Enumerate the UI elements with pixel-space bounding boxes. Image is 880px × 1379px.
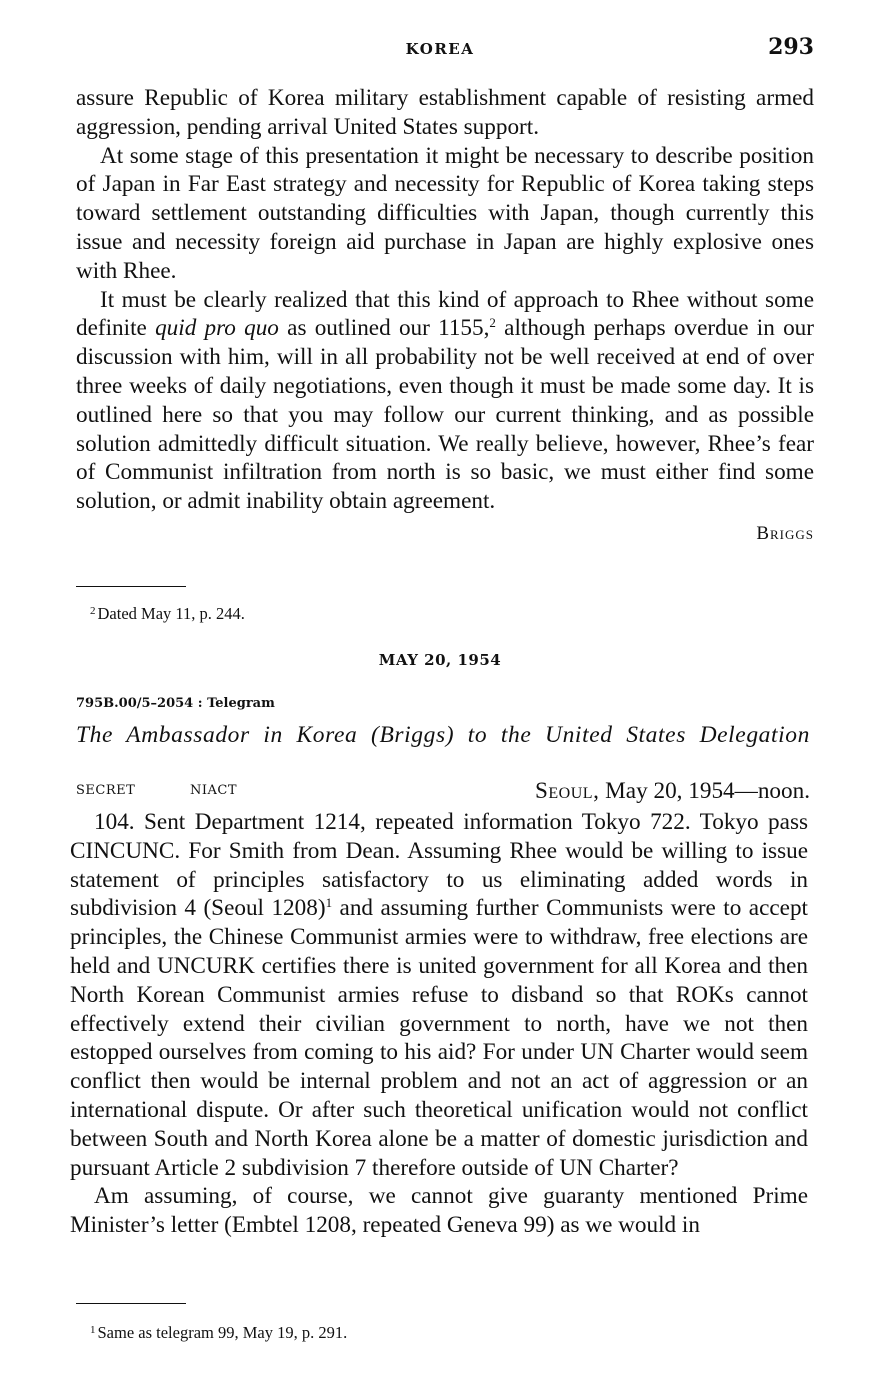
- text-run: as outlined our 1155,: [278, 315, 490, 342]
- running-title: KOREA: [405, 40, 475, 58]
- footnote-number: 1: [90, 1324, 96, 1336]
- footnote-marker: 2: [489, 315, 496, 331]
- text-run: although perhaps overdue in our discussion with him, will in all probability not be well received at end of over three weeks of daily negotiations, even though it must be made some day. It is outlined here so that you may follow our current thinking, and as possible solution admittedly difficult situation. We really believe, however, Rhee’s fear of Communist infiltration from north is so basic, we must either find some solution, or admit inability obtain agreement.: [76, 315, 814, 515]
- paragraph: [76, 286, 814, 516]
- title-name: Briggs: [379, 722, 446, 748]
- paragraph: assure Republic of Korea military establishment capable of resisting armed aggression, pending arrival United States support.: [76, 85, 814, 140]
- footnote: [90, 1323, 347, 1343]
- precedence-label: NIACT: [190, 783, 238, 798]
- text-run: 104. Sent Department 1214, repeated information Tokyo 722. Tokyo pass CINCUNC. For Smith from Dean. Assuming Rhee would be willing to issue statement of principles satisfactory to us eliminating added words in subdivision 4 (Seoul 1208): [70, 809, 808, 922]
- text-run: and assuming further Communists were to accept principles, the Chinese Communist armies were to withdraw, free elections are held and UNCURK certifies there is united government for all Korea and then North Korean Communist armies refuse to disband so that ROKs cannot effectively extend their civilian government to north, have we not then estopped ourselves from coming to his aid? For under UN Charter would seem conflict then would be internal problem and not an act of aggression or an international dispute. Or after such theoretical unification would not conflict between South and North Korea alone be a matter of domestic jurisdiction and pursuant Article 2 subdivision 7 therefore outside of UN Charter?: [70, 895, 808, 1181]
- paragraph: At some stage of this presentation it might be necessary to describe position of Japan in Far East strategy and necessity for Republic of Korea taking steps toward settlement outstanding difficulties with Japan, though currently this issue and necessity foreign aid purchase in Japan are highly explosive ones with Rhee.: [76, 142, 814, 284]
- classification-line: [76, 778, 810, 808]
- footnote-number: 2: [90, 605, 96, 617]
- date-heading: MAY 20, 1954: [378, 651, 502, 669]
- dateline: [535, 778, 810, 805]
- footnote-divider: [76, 586, 186, 587]
- title-text: ) to the United States Delegation: [445, 722, 810, 748]
- dateline-place: Seoul,: [535, 778, 600, 804]
- footnote-marker: 1: [325, 895, 333, 911]
- paragraph: [70, 808, 808, 1182]
- classification-label: SECRET: [76, 783, 136, 798]
- running-head: [0, 34, 880, 64]
- dateline-date: May 20, 1954—noon.: [599, 778, 810, 804]
- footnote-divider: [76, 1303, 186, 1304]
- footnote-text: Dated May 11, p. 244.: [97, 604, 245, 623]
- italic-phrase: quid pro quo: [155, 315, 279, 342]
- continued-telegram-text: [76, 84, 814, 549]
- signature: Briggs: [756, 522, 814, 544]
- footnote: [90, 604, 245, 624]
- title-text: The Ambassador in Korea (: [76, 722, 380, 748]
- telegram-body: [70, 808, 808, 1240]
- page-number: 293: [768, 34, 814, 60]
- paragraph: Am assuming, of course, we cannot give guaranty mentioned Prime Minister’s letter (Embtel 1208, repeated Geneva 99) as we would in: [70, 1183, 808, 1239]
- document-title: [76, 722, 810, 749]
- text-run: It must be clearly realized that this kind of approach to Rhee without some definite: [76, 286, 814, 342]
- footnote-text: Same as telegram 99, May 19, p. 291.: [97, 1323, 348, 1342]
- file-reference: 795B.00/5–2054 : Telegram: [76, 696, 275, 711]
